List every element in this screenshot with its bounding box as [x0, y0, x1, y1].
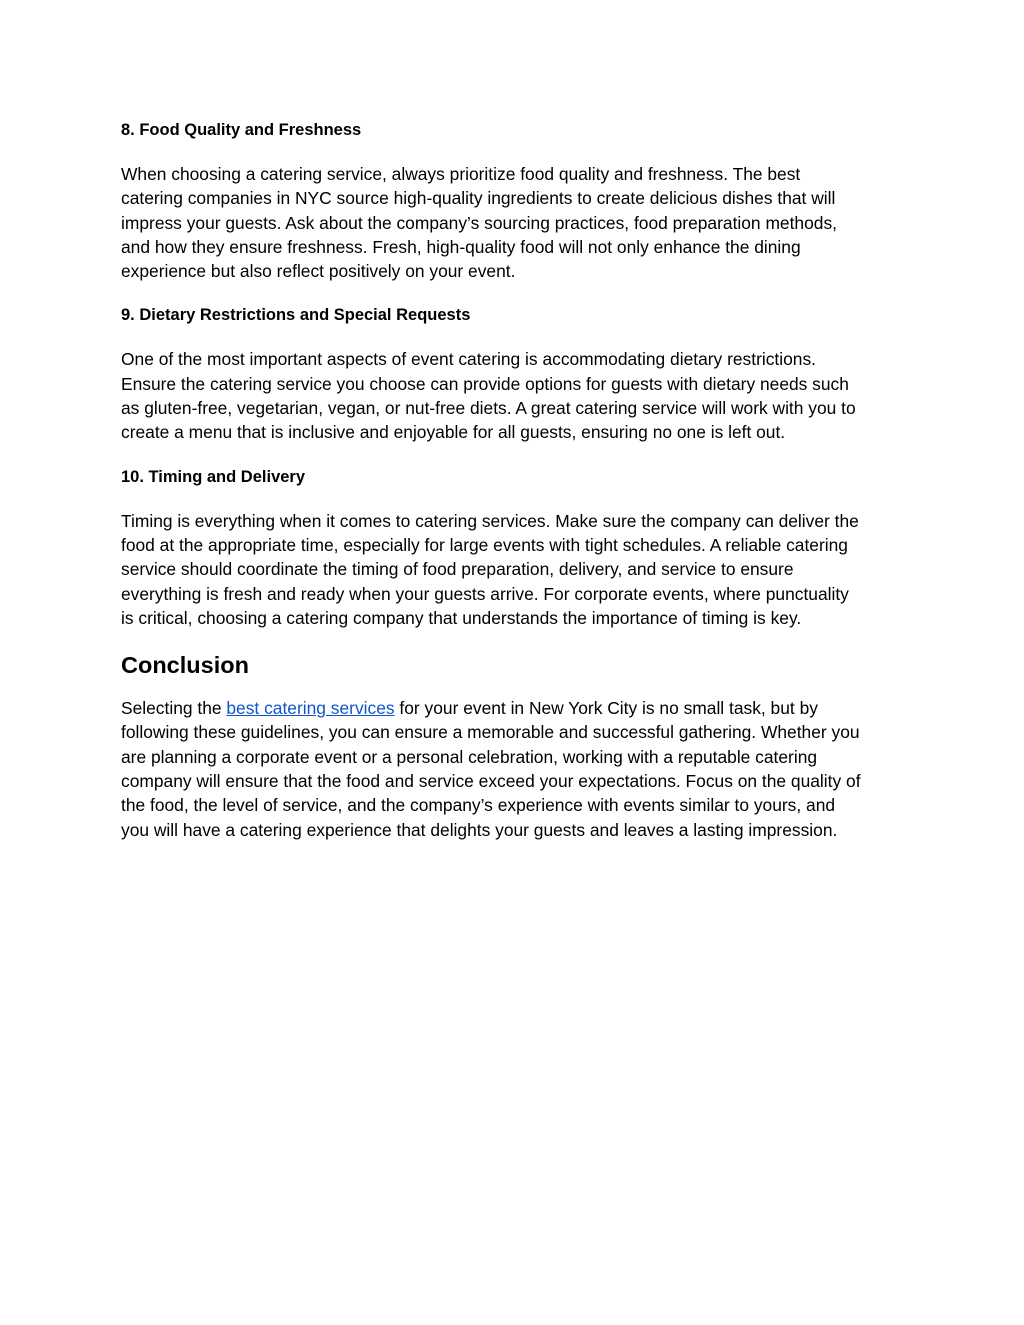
paragraph-line: When choosing a catering service, always prioritize food quality and freshness. The best — [121, 164, 801, 184]
paragraph-line: experience but also reflect positively on your event. — [121, 261, 516, 282]
paragraph-line: and how they ensure freshness. Fresh, high-quality food will not only enhance the dining — [121, 236, 801, 257]
paragraph-line: Ensure the catering service you choose can provide options for guests with dietary needs such — [121, 373, 849, 394]
paragraph-line: following these guidelines, you can ensure a memorable and successful gathering. Whether you — [121, 722, 860, 743]
paragraph-line: everything is fresh and ready when your guests arrive. For corporate events, where punctuality — [121, 583, 849, 604]
paragraph-line: the food, the level of service, and the company’s experience with events similar to yours, and — [121, 795, 836, 816]
paragraph-line: as gluten-free, vegetarian, vegan, or nut-free diets. A great catering service will work with you to — [121, 398, 856, 419]
paragraph-line: company will ensure that the food and service exceed your expectations. Focus on the quality of — [121, 771, 861, 792]
paragraph-line: service should coordinate the timing of food preparation, delivery, and service to ensure — [121, 559, 794, 580]
section-10-paragraph — [121, 509, 911, 630]
section-10-heading: 10. Timing and Delivery — [121, 467, 306, 486]
paragraph-line: catering companies in NYC source high-quality ingredients to create delicious dishes that will — [121, 188, 836, 209]
conclusion-suffix: for your event in New York City is no small task, but by — [394, 698, 818, 719]
document-page — [121, 118, 911, 842]
conclusion-paragraph — [121, 696, 911, 842]
paragraph-line — [121, 696, 911, 720]
section-8-paragraph — [121, 162, 911, 283]
paragraph-line: you will have a catering experience that delights your guests and leaves a lasting impression. — [121, 819, 838, 840]
section-9-paragraph — [121, 347, 911, 444]
paragraph-line: impress your guests. Ask about the company’s sourcing practices, food preparation methods, — [121, 212, 837, 233]
paragraph-line: create a menu that is inclusive and enjoyable for all guests, ensuring no one is left out. — [121, 422, 786, 443]
paragraph-line: are planning a corporate event or a personal celebration, working with a reputable catering — [121, 746, 818, 767]
paragraph-line: One of the most important aspects of event catering is accommodating dietary restrictions. — [121, 349, 816, 370]
best-catering-services-link[interactable]: best catering services — [226, 698, 395, 719]
section-8-heading: 8. Food Quality and Freshness — [121, 121, 362, 139]
conclusion-prefix: Selecting the — [121, 698, 227, 719]
paragraph-line: Timing is everything when it comes to catering services. Make sure the company can deliver the — [121, 510, 859, 531]
section-9-heading: 9. Dietary Restrictions and Special Requests — [121, 306, 471, 325]
conclusion-heading: Conclusion — [121, 652, 249, 679]
paragraph-line: is critical, choosing a catering company that understands the importance of timing is key. — [121, 607, 802, 628]
paragraph-line: food at the appropriate time, especially for large events with tight schedules. A reliable catering — [121, 534, 848, 555]
